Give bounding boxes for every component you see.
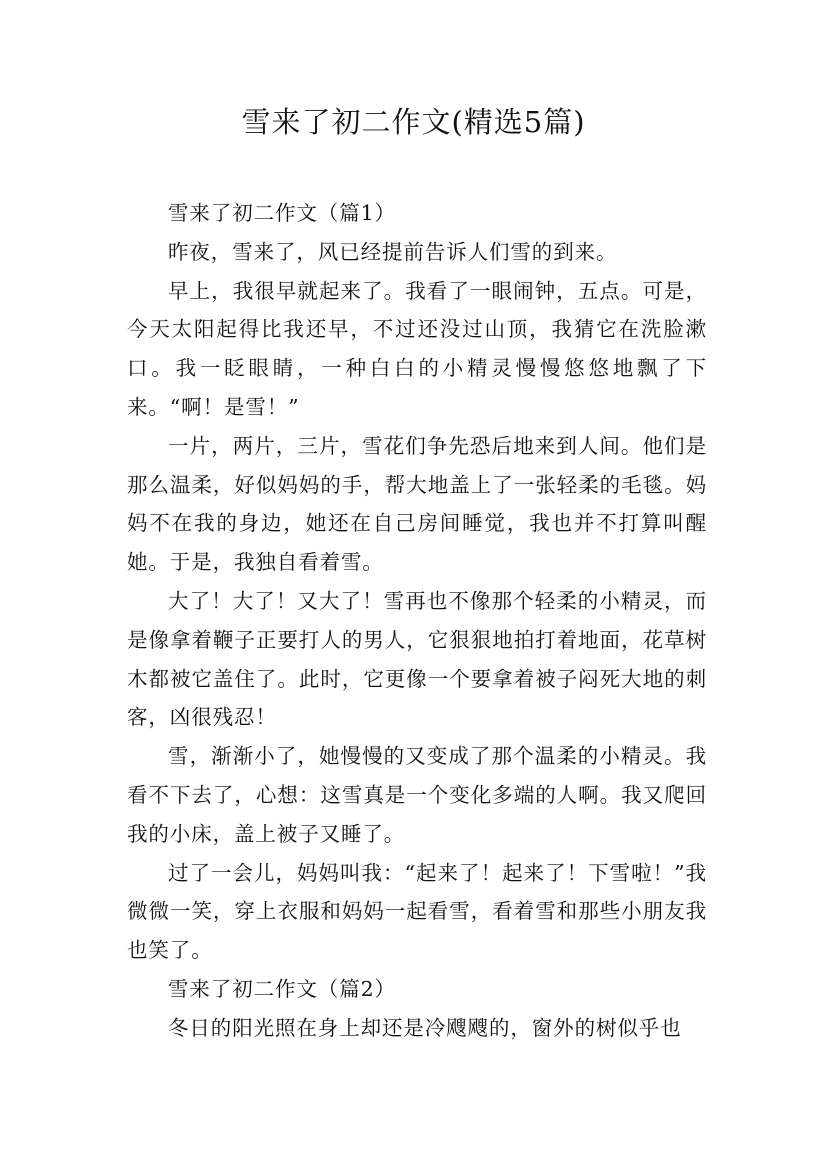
paragraph: 一片，两片，三片，雪花们争先恐后地来到人间。他们是那么温柔，好似妈妈的手，帮大地盖上了一张轻柔的毛毯。妈妈不在我的身边，她还在自己房间睡觉，我也并不打算叫醒她。于是，我独自看着雪。 xyxy=(127,433,707,575)
document-title: 雪来了初二作文(精选5篇) xyxy=(241,105,586,139)
paragraph: 雪，渐渐小了，她慢慢的又变成了那个温柔的小精灵。我看不下去了，心想：这雪真是一个变化多端的人啊。我又爬回我的小床，盖上被子又睡了。 xyxy=(127,744,707,846)
paragraph: 过了一会儿，妈妈叫我：“起来了！起来了！下雪啦！”我微微一笑，穿上衣服和妈妈一起看雪，看着雪和那些小朋友我也笑了。 xyxy=(127,860,707,963)
paragraph: 昨夜，雪来了，风已经提前告诉人们雪的到来。 xyxy=(168,239,618,264)
section-heading-2: 雪来了初二作文（篇2） xyxy=(168,976,396,1001)
paragraph: 大了！大了！又大了！雪再也不像那个轻柔的小精灵，而是像拿着鞭子正要打人的男人，它狠狠地拍打着地面，花草树木都被它盖住了。此时，它更像一个要拿着被子闷死大地的刺客，凶很残忍！ xyxy=(127,588,707,730)
paragraph: 早上，我很早就起来了。我看了一眼闹钟，五点。可是，今天太阳起得比我还早，不过还没过山顶，我猜它在洗脸漱口。我一眨眼睛，一种白白的小精灵慢慢悠悠地飘了下来。“啊！是雪！” xyxy=(127,278,707,419)
section-heading-1: 雪来了初二作文（篇1） xyxy=(168,201,396,225)
paragraph: 冬日的阳光照在身上却还是冷飕飕的，窗外的树似乎也 xyxy=(168,1015,682,1040)
document-body xyxy=(127,194,707,1048)
